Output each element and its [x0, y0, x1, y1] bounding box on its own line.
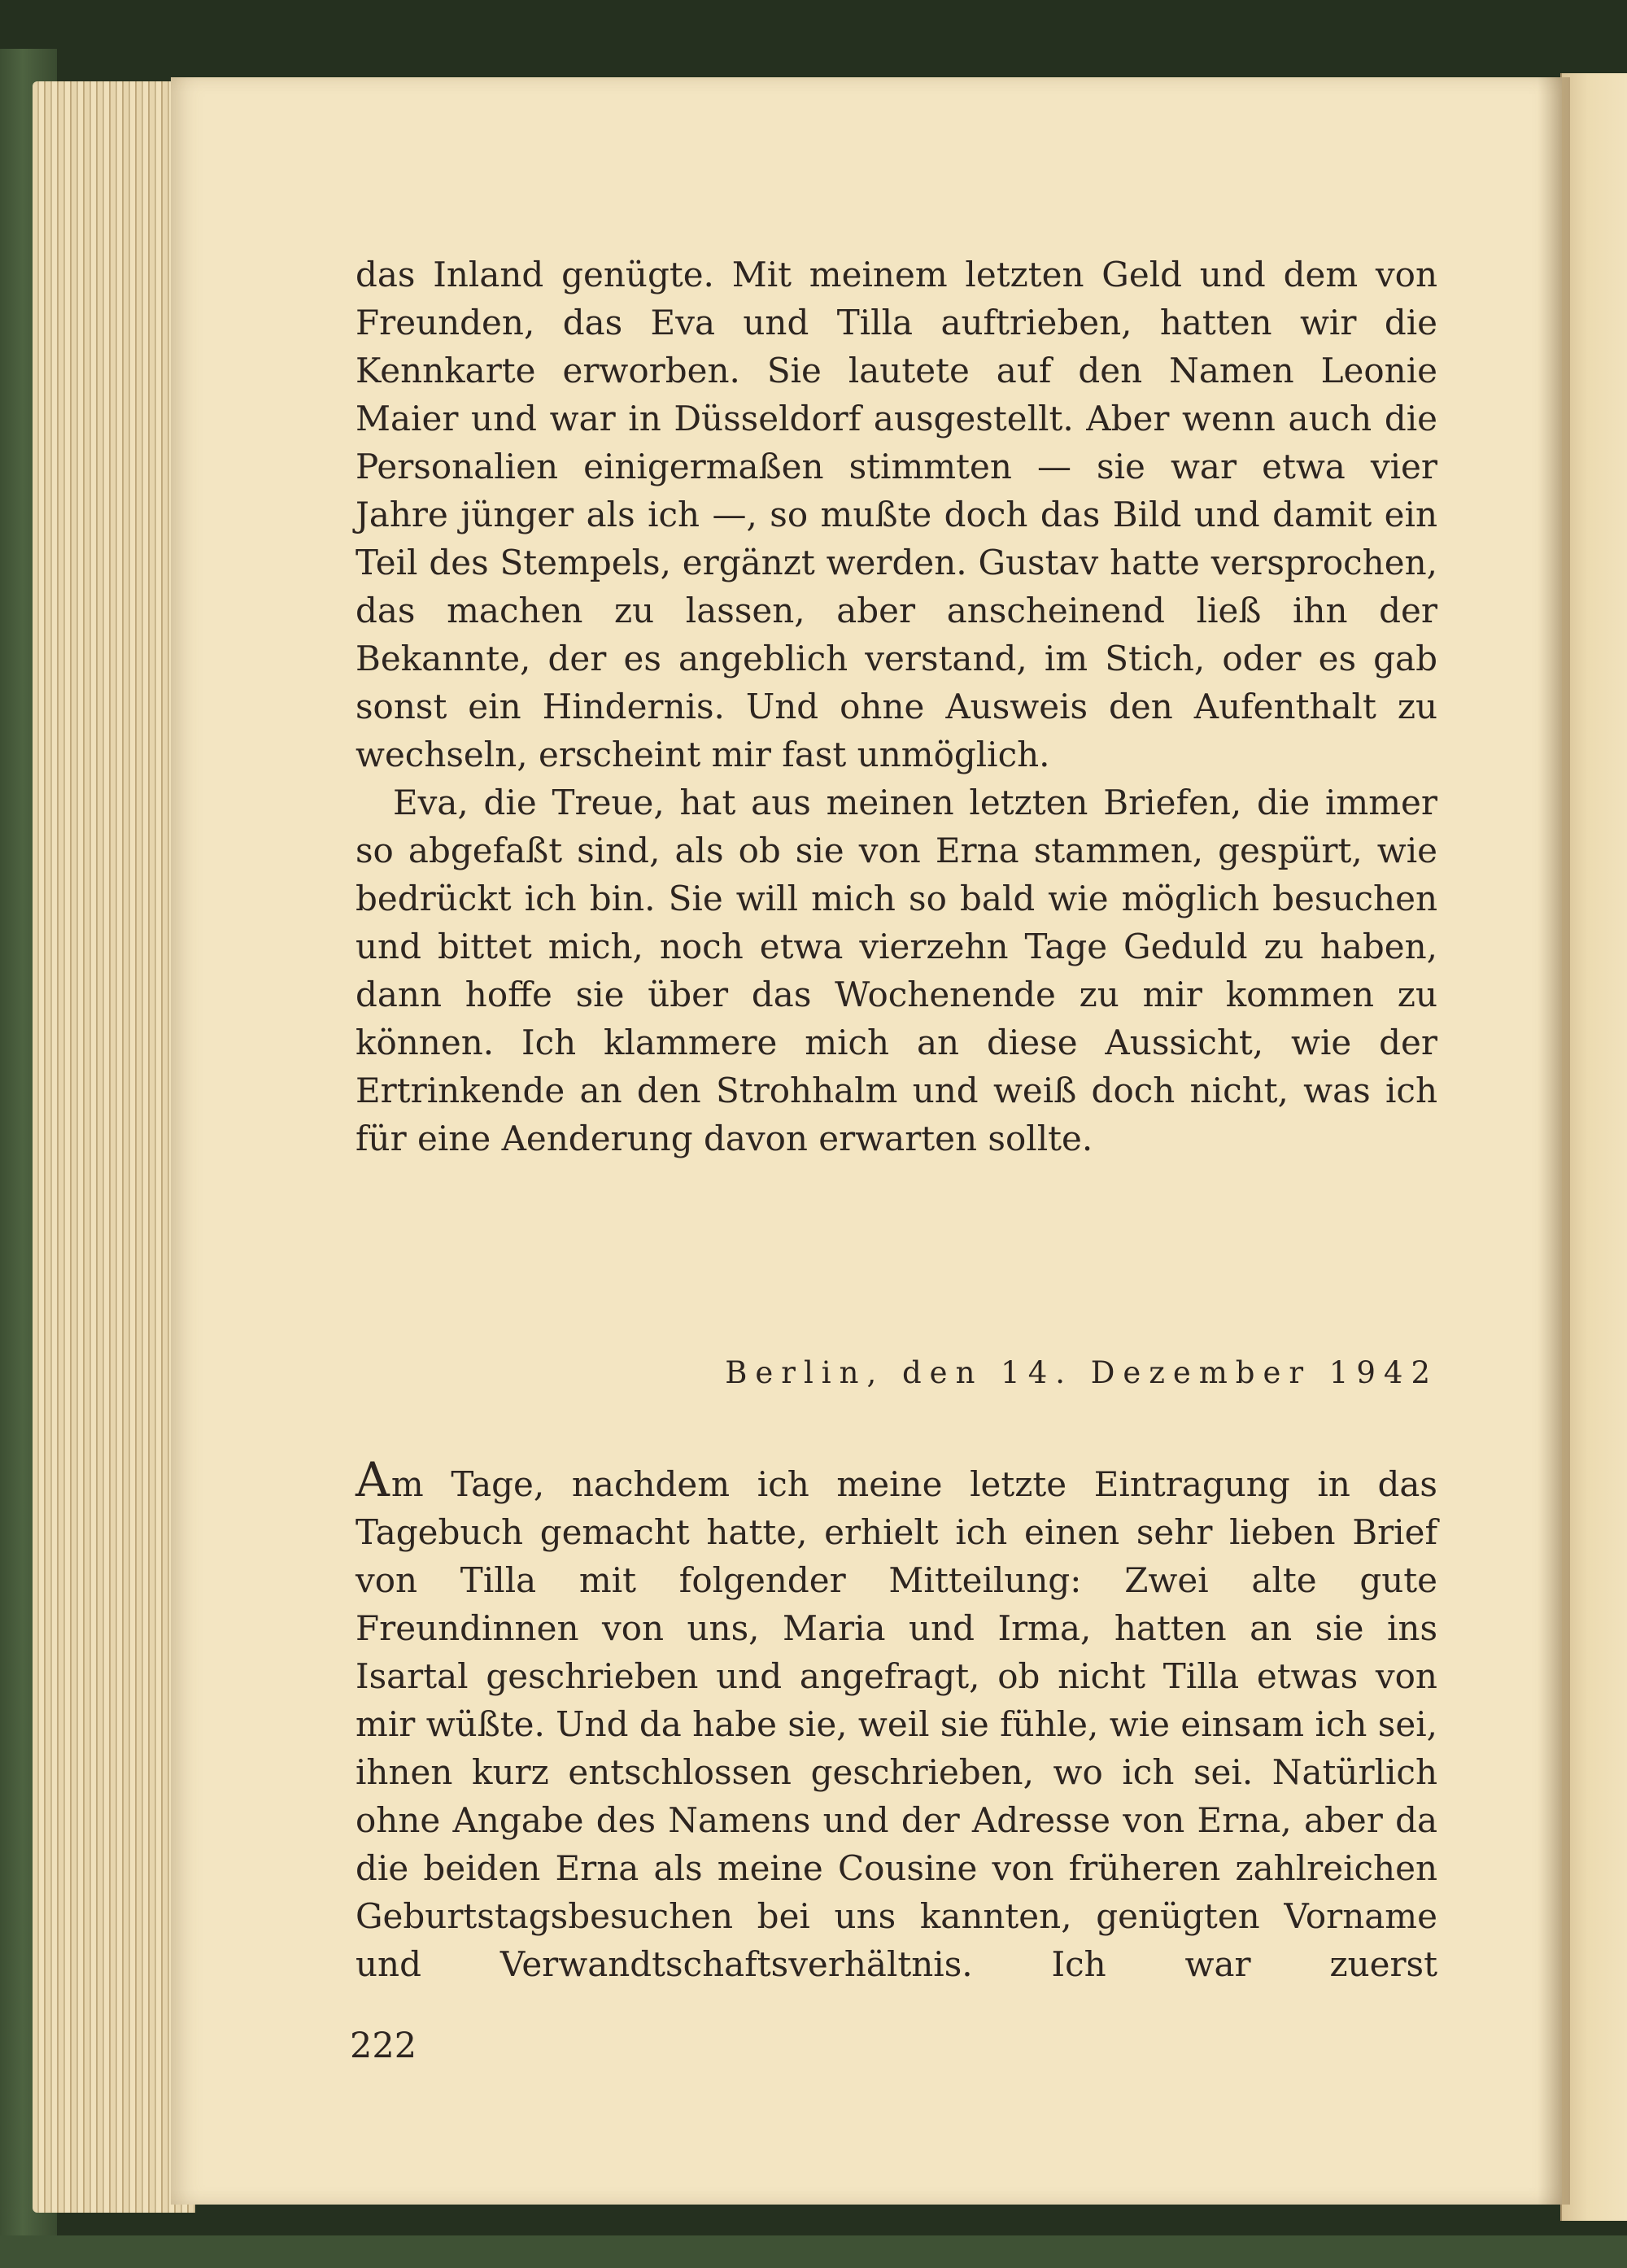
paragraph-body: m Tage, nachdem ich meine letzte Eintragung in das Tagebuch gemacht hatte, erhielt ich einen sehr lieben Brief von Tilla mit folgender Mitteilung: Zwei alte gute Freundinnen von uns, Maria und Irma, hatten an sie ins Isartal geschrieben und angefragt, ob nicht Tilla etwas von mir wüßte. Und da habe sie, weil sie fühle, wie einsam ich sei, ihnen kurz entschlossen geschrieben, wo ich sei. Natürlich ohne Angabe des Namens und der Adresse von Erna, aber da die beiden Erna als meine Cousine von früheren zahlreichen Geburtstagsbesuchen bei uns kannten, genügten Vorname und Verwandtschaftsverhältnis. Ich war zuerst — [355, 1464, 1437, 1984]
initial-letter: A — [355, 1452, 391, 1507]
paragraph: Eva, die Treue, hat aus meinen letzten Briefen, die immer so abgefaßt sind, als ob sie von Erna stammen, gespürt, wie bedrückt ich bin. Sie will mich so bald wie möglich besuchen und bittet mich, noch etwa vierzehn Tage Geduld zu haben, dann hoffe sie über das Wochenende zu mir kommen zu können. Ich klammere mich an diese Aussicht, wie der Ertrinkende an den Strohhalm und weiß doch nicht, was ich für eine Aenderung davon erwarten sollte. — [355, 783, 1437, 1158]
page-number: 222 — [350, 2026, 417, 2066]
paragraph — [355, 1452, 1437, 1988]
gutter-shadow — [1538, 77, 1570, 2205]
facing-page-edge — [1560, 73, 1627, 2221]
text-block-upper — [355, 251, 1437, 1162]
text-block-lower — [355, 1452, 1437, 1988]
paragraph: das Inland genügte. Mit meinem letzten Geld und dem von Freunden, das Eva und Tilla auftrieben, hatten wir die Kennkarte erworben. Sie lautete auf den Namen Leonie Maier und war in Düsseldorf ausgestellt. Aber wenn auch die Personalien einigermaßen stimmten — sie war etwa vier Jahre jünger als ich —, so mußte doch das Bild und damit ein Teil des Stempels, ergänzt werden. Gustav hatte versprochen, das machen zu lassen, aber anscheinend ließ ihn der Bekannte, der es angeblich verstand, im Stich, oder es gab sonst ein Hindernis. Und ohne Ausweis den Aufenthalt zu wechseln, erscheint mir fast unmöglich. — [355, 255, 1437, 774]
dateline: Berlin, den 14. Dezember 1942 — [725, 1355, 1438, 1390]
book-cover-bottom — [0, 2235, 1627, 2268]
